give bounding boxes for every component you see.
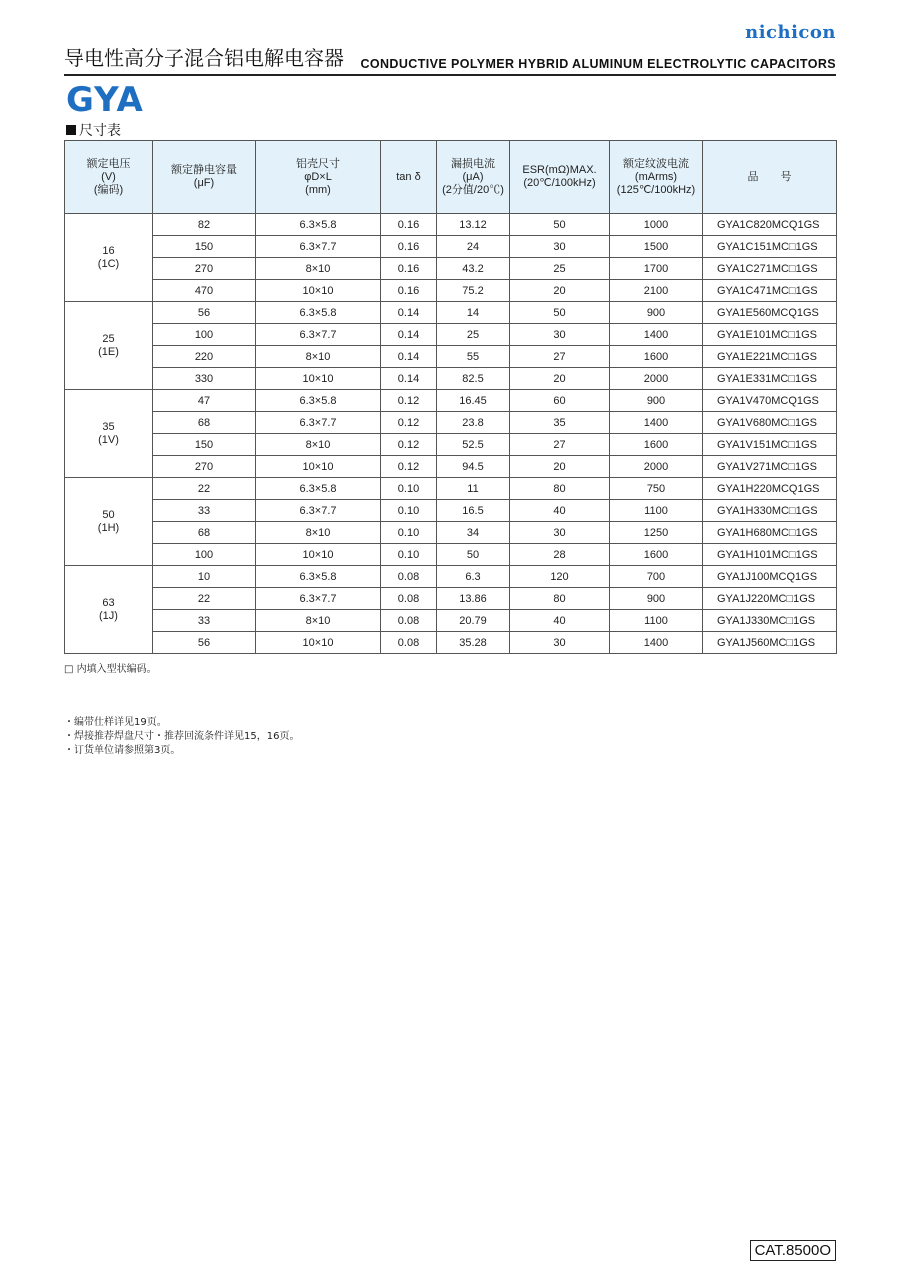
cell-esr: 20 — [510, 456, 610, 478]
header-case-size: 铝壳尺寸 φD×L (mm) — [256, 141, 381, 214]
cell-leakage-current: 35.28 — [437, 632, 510, 654]
cell-esr: 20 — [510, 280, 610, 302]
cell-rated-voltage: 16 (1C) — [65, 214, 153, 302]
cell-esr: 30 — [510, 632, 610, 654]
cell-esr: 35 — [510, 412, 610, 434]
cell-leakage-current: 24 — [437, 236, 510, 258]
cell-capacitance: 10 — [153, 566, 256, 588]
cell-case-size: 8×10 — [256, 434, 381, 456]
cell-esr: 40 — [510, 500, 610, 522]
cell-case-size: 6.3×5.8 — [256, 214, 381, 236]
table-row — [65, 500, 837, 522]
footnote-ordering: ・ 订货单位请参照第3页。 — [64, 744, 299, 758]
header-part-number: 品 号 — [703, 141, 837, 214]
cell-case-size: 10×10 — [256, 632, 381, 654]
cell-tan-delta: 0.08 — [381, 610, 437, 632]
cell-ripple-current: 2000 — [610, 368, 703, 390]
cell-tan-delta: 0.14 — [381, 346, 437, 368]
cell-rated-voltage: 50 (1H) — [65, 478, 153, 566]
table-row — [65, 368, 837, 390]
header-tan-delta: tan δ — [381, 141, 437, 214]
cell-part-number: GYA1H101MC□1GS — [703, 544, 837, 566]
cell-leakage-current: 34 — [437, 522, 510, 544]
cell-capacitance: 68 — [153, 522, 256, 544]
cell-capacitance: 56 — [153, 632, 256, 654]
cell-tan-delta: 0.14 — [381, 302, 437, 324]
cell-capacitance: 22 — [153, 478, 256, 500]
cell-case-size: 6.3×5.8 — [256, 302, 381, 324]
cell-capacitance: 22 — [153, 588, 256, 610]
cell-esr: 28 — [510, 544, 610, 566]
cell-tan-delta: 0.08 — [381, 632, 437, 654]
cell-case-size: 6.3×5.8 — [256, 566, 381, 588]
table-row — [65, 478, 837, 500]
cell-ripple-current: 2100 — [610, 280, 703, 302]
cell-rated-voltage: 35 (1V) — [65, 390, 153, 478]
cell-esr: 20 — [510, 368, 610, 390]
cell-tan-delta: 0.16 — [381, 258, 437, 280]
cell-part-number: GYA1C471MC□1GS — [703, 280, 837, 302]
table-row — [65, 324, 837, 346]
cell-leakage-current: 16.45 — [437, 390, 510, 412]
table-row — [65, 456, 837, 478]
cell-tan-delta: 0.16 — [381, 280, 437, 302]
cell-part-number: GYA1J560MC□1GS — [703, 632, 837, 654]
table-row — [65, 346, 837, 368]
cell-esr: 80 — [510, 478, 610, 500]
dimensions-table — [64, 140, 837, 654]
cell-tan-delta: 0.16 — [381, 214, 437, 236]
cell-case-size: 6.3×7.7 — [256, 324, 381, 346]
cell-tan-delta: 0.12 — [381, 456, 437, 478]
cell-ripple-current: 750 — [610, 478, 703, 500]
cell-ripple-current: 900 — [610, 588, 703, 610]
table-row — [65, 544, 837, 566]
cell-ripple-current: 1700 — [610, 258, 703, 280]
table-row — [65, 632, 837, 654]
cell-ripple-current: 1000 — [610, 214, 703, 236]
cell-case-size: 6.3×7.7 — [256, 500, 381, 522]
cell-case-size: 6.3×7.7 — [256, 412, 381, 434]
cell-tan-delta: 0.16 — [381, 236, 437, 258]
title-english: CONDUCTIVE POLYMER HYBRID ALUMINUM ELECTROLYTIC CAPACITORS — [360, 57, 836, 71]
cell-part-number: GYA1E331MC□1GS — [703, 368, 837, 390]
cell-tan-delta: 0.10 — [381, 544, 437, 566]
cell-tan-delta: 0.08 — [381, 588, 437, 610]
cell-esr: 30 — [510, 236, 610, 258]
cell-capacitance: 47 — [153, 390, 256, 412]
cell-ripple-current: 1600 — [610, 346, 703, 368]
cell-ripple-current: 900 — [610, 390, 703, 412]
cell-case-size: 6.3×5.8 — [256, 478, 381, 500]
cell-part-number: GYA1J220MC□1GS — [703, 588, 837, 610]
page-header — [64, 44, 836, 76]
cell-capacitance: 33 — [153, 500, 256, 522]
table-row — [65, 236, 837, 258]
cell-part-number: GYA1H680MC□1GS — [703, 522, 837, 544]
cell-leakage-current: 23.8 — [437, 412, 510, 434]
cell-ripple-current: 2000 — [610, 456, 703, 478]
table-header-row — [65, 141, 837, 214]
cell-esr: 80 — [510, 588, 610, 610]
cell-part-number: GYA1J330MC□1GS — [703, 610, 837, 632]
cell-case-size: 10×10 — [256, 368, 381, 390]
cell-capacitance: 100 — [153, 544, 256, 566]
footnotes — [64, 716, 299, 758]
cell-case-size: 6.3×5.8 — [256, 390, 381, 412]
cell-part-number: GYA1C151MC□1GS — [703, 236, 837, 258]
cell-ripple-current: 1100 — [610, 500, 703, 522]
cell-ripple-current: 1600 — [610, 434, 703, 456]
cell-leakage-current: 14 — [437, 302, 510, 324]
cell-leakage-current: 52.5 — [437, 434, 510, 456]
cell-leakage-current: 50 — [437, 544, 510, 566]
cell-leakage-current: 43.2 — [437, 258, 510, 280]
cell-capacitance: 82 — [153, 214, 256, 236]
cell-capacitance: 270 — [153, 456, 256, 478]
cell-esr: 30 — [510, 522, 610, 544]
cell-case-size: 8×10 — [256, 610, 381, 632]
cell-leakage-current: 94.5 — [437, 456, 510, 478]
cell-ripple-current: 1400 — [610, 324, 703, 346]
cell-tan-delta: 0.10 — [381, 500, 437, 522]
cell-tan-delta: 0.12 — [381, 412, 437, 434]
cell-part-number: GYA1V470MCQ1GS — [703, 390, 837, 412]
cell-capacitance: 220 — [153, 346, 256, 368]
cell-capacitance: 150 — [153, 434, 256, 456]
cell-leakage-current: 75.2 — [437, 280, 510, 302]
section-heading — [66, 120, 121, 140]
cell-tan-delta: 0.12 — [381, 434, 437, 456]
table-body — [65, 214, 837, 654]
cell-part-number: GYA1V680MC□1GS — [703, 412, 837, 434]
cell-leakage-current: 13.12 — [437, 214, 510, 236]
table-row — [65, 280, 837, 302]
cell-esr: 25 — [510, 258, 610, 280]
cell-case-size: 10×10 — [256, 544, 381, 566]
cell-capacitance: 33 — [153, 610, 256, 632]
cell-part-number: GYA1V151MC□1GS — [703, 434, 837, 456]
cell-leakage-current: 16.5 — [437, 500, 510, 522]
cell-capacitance: 270 — [153, 258, 256, 280]
footnote-taping: ・ 编带仕样详见19页。 — [64, 716, 299, 730]
cell-capacitance: 68 — [153, 412, 256, 434]
cell-part-number: GYA1E560MCQ1GS — [703, 302, 837, 324]
table-row — [65, 566, 837, 588]
header-leakage-current: 漏损电流 (μA) (2分值/20℃) — [437, 141, 510, 214]
table-row — [65, 588, 837, 610]
cell-case-size: 8×10 — [256, 346, 381, 368]
cell-leakage-current: 11 — [437, 478, 510, 500]
cell-esr: 40 — [510, 610, 610, 632]
cell-case-size: 10×10 — [256, 280, 381, 302]
cell-capacitance: 470 — [153, 280, 256, 302]
cell-part-number: GYA1E221MC□1GS — [703, 346, 837, 368]
cell-leakage-current: 6.3 — [437, 566, 510, 588]
cell-ripple-current: 1600 — [610, 544, 703, 566]
cell-leakage-current: 25 — [437, 324, 510, 346]
nichicon-logo: nichicon — [745, 22, 836, 43]
cell-esr: 50 — [510, 214, 610, 236]
cell-capacitance: 100 — [153, 324, 256, 346]
cell-capacitance: 56 — [153, 302, 256, 324]
header-rated-voltage: 额定电压 (V) (编码) — [65, 141, 153, 214]
cell-tan-delta: 0.10 — [381, 522, 437, 544]
cell-rated-voltage: 25 (1E) — [65, 302, 153, 390]
header-ripple-current: 额定纹波电流 (mArms) (125℃/100kHz) — [610, 141, 703, 214]
cell-esr: 27 — [510, 346, 610, 368]
catalog-number: CAT.8500O — [750, 1240, 836, 1261]
square-bullet-icon — [66, 125, 76, 135]
table-row — [65, 522, 837, 544]
cell-case-size: 6.3×7.7 — [256, 588, 381, 610]
cell-tan-delta: 0.14 — [381, 324, 437, 346]
cell-part-number: GYA1C271MC□1GS — [703, 258, 837, 280]
header-capacitance: 额定静电容量 (μF) — [153, 141, 256, 214]
cell-part-number: GYA1V271MC□1GS — [703, 456, 837, 478]
table-row — [65, 214, 837, 236]
cell-esr: 60 — [510, 390, 610, 412]
cell-tan-delta: 0.12 — [381, 390, 437, 412]
header-esr: ESR(mΩ)MAX. (20℃/100kHz) — [510, 141, 610, 214]
cell-esr: 30 — [510, 324, 610, 346]
cell-ripple-current: 1400 — [610, 412, 703, 434]
cell-ripple-current: 1250 — [610, 522, 703, 544]
cell-leakage-current: 13.86 — [437, 588, 510, 610]
cell-part-number: GYA1J100MCQ1GS — [703, 566, 837, 588]
cell-ripple-current: 1100 — [610, 610, 703, 632]
cell-rated-voltage: 63 (1J) — [65, 566, 153, 654]
table-row — [65, 412, 837, 434]
cell-leakage-current: 82.5 — [437, 368, 510, 390]
cell-tan-delta: 0.08 — [381, 566, 437, 588]
cell-ripple-current: 1400 — [610, 632, 703, 654]
cell-case-size: 6.3×7.7 — [256, 236, 381, 258]
cell-ripple-current: 700 — [610, 566, 703, 588]
table-row — [65, 258, 837, 280]
cell-tan-delta: 0.14 — [381, 368, 437, 390]
title-chinese: 导电性高分子混合铝电解电容器 — [64, 46, 344, 70]
table-row — [65, 302, 837, 324]
cell-tan-delta: 0.10 — [381, 478, 437, 500]
cell-part-number: GYA1H220MCQ1GS — [703, 478, 837, 500]
note-box-fill-code: □ 内填入型状编码。 — [64, 664, 157, 675]
cell-part-number: GYA1E101MC□1GS — [703, 324, 837, 346]
cell-case-size: 10×10 — [256, 456, 381, 478]
cell-leakage-current: 20.79 — [437, 610, 510, 632]
table-row — [65, 610, 837, 632]
cell-esr: 120 — [510, 566, 610, 588]
cell-ripple-current: 900 — [610, 302, 703, 324]
cell-capacitance: 150 — [153, 236, 256, 258]
cell-capacitance: 330 — [153, 368, 256, 390]
cell-case-size: 8×10 — [256, 522, 381, 544]
footnote-soldering: ・ 焊接推荐焊盘尺寸・推荐回流条件详见15，16页。 — [64, 730, 299, 744]
cell-esr: 50 — [510, 302, 610, 324]
section-title: 尺寸表 — [79, 123, 121, 139]
cell-leakage-current: 55 — [437, 346, 510, 368]
cell-part-number: GYA1H330MC□1GS — [703, 500, 837, 522]
cell-case-size: 8×10 — [256, 258, 381, 280]
table-row — [65, 434, 837, 456]
cell-esr: 27 — [510, 434, 610, 456]
cell-part-number: GYA1C820MCQ1GS — [703, 214, 837, 236]
table-row — [65, 390, 837, 412]
series-name: GYA — [66, 80, 144, 120]
cell-ripple-current: 1500 — [610, 236, 703, 258]
